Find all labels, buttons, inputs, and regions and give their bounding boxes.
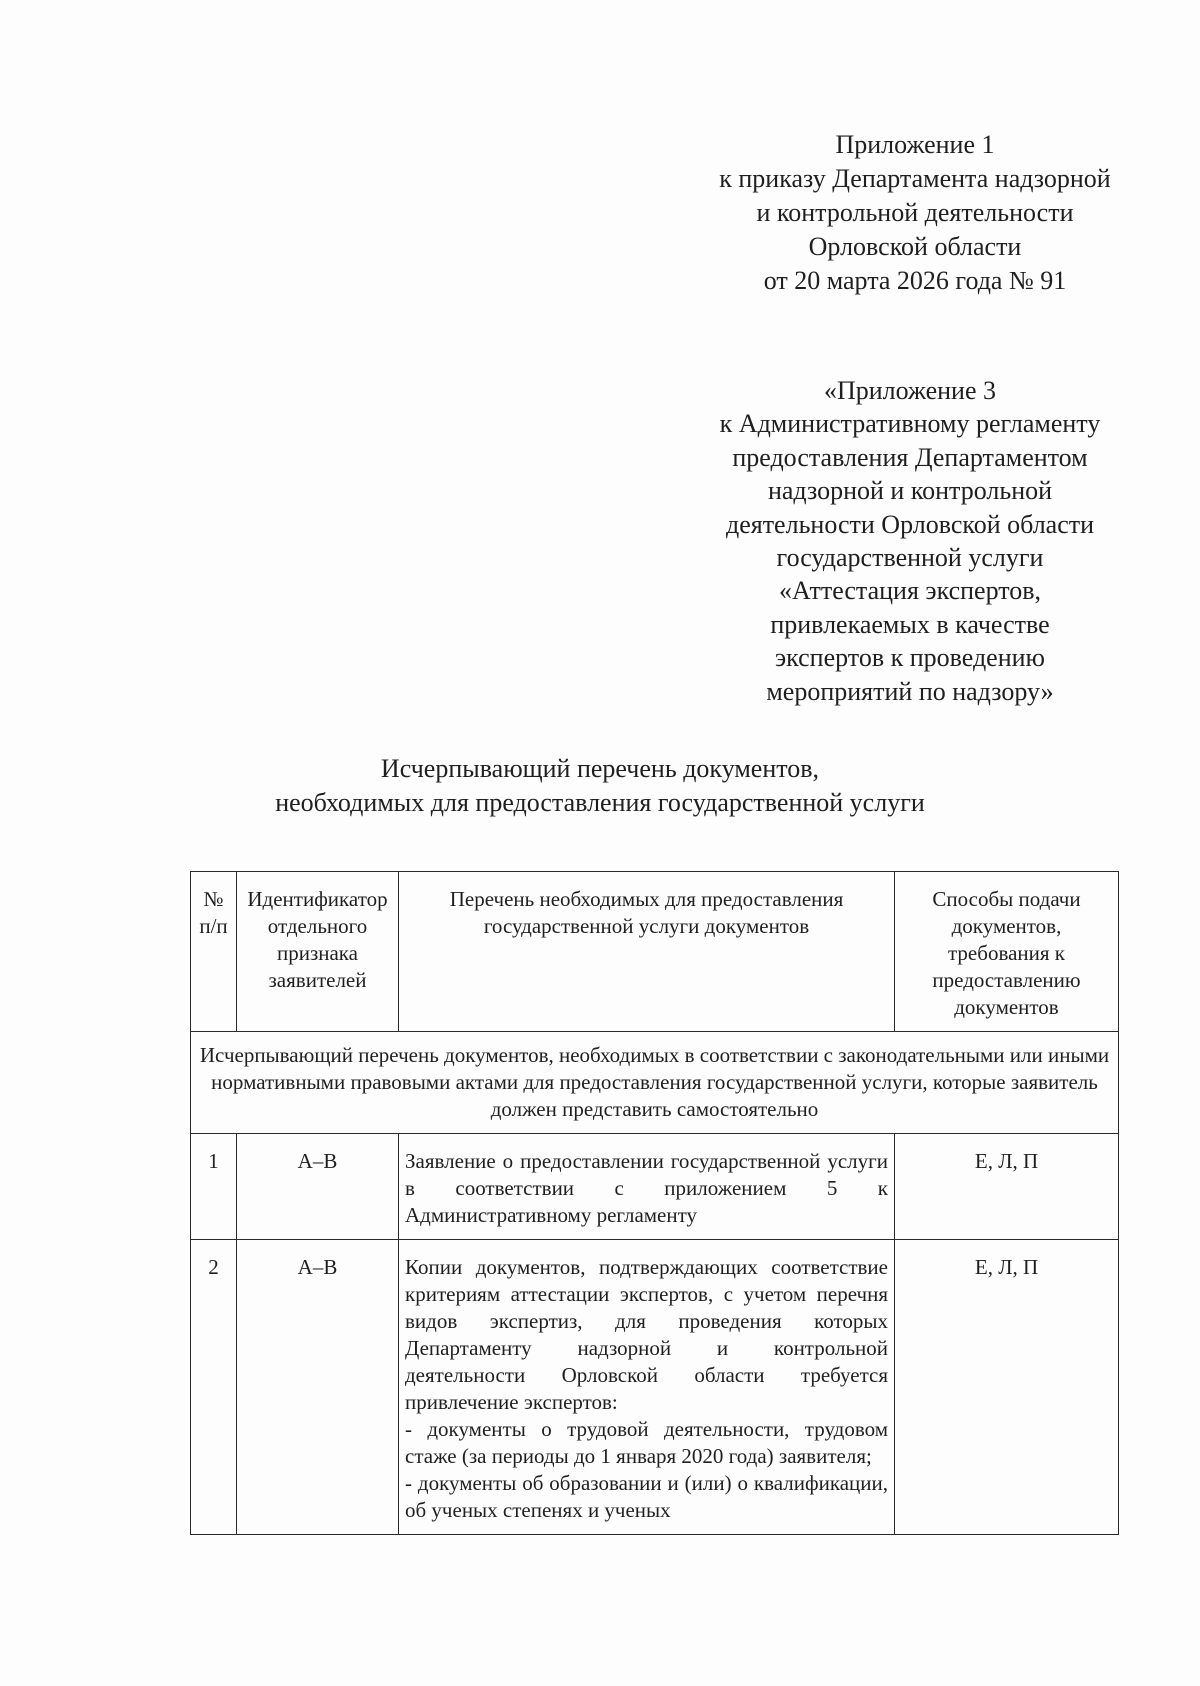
table-row <box>191 1240 1119 1535</box>
section-heading: Исчерпывающий перечень документов, необходимых в соответствии с законодательными или иными нормативными правовыми актами для предоставления государственной услуги, которые заявитель должен представить самостоятельно <box>191 1032 1119 1134</box>
appendix-1-line: Приложение 1 <box>835 130 995 159</box>
appendix-3-line: предоставления Департаментом <box>732 442 1088 472</box>
appendix-1-line: к приказу Департамента надзорной <box>719 164 1111 193</box>
document-title-line-2: необходимых для предоставления государственной услуги <box>275 788 925 817</box>
row-submission-ways: Е, Л, П <box>895 1240 1119 1535</box>
appendix-3-line: привлекаемых в качестве <box>770 609 1050 639</box>
documents-table <box>190 871 1119 1535</box>
appendix-3-line: к Административному регламенту <box>719 409 1101 439</box>
appendix-3-line: мероприятий по надзору» <box>766 676 1054 706</box>
document-title <box>170 752 1030 820</box>
document-title-line-1: Исчерпывающий перечень документов, <box>380 754 820 783</box>
header-number: № п/п <box>191 872 237 1032</box>
header-document-list: Перечень необходимых для предоставления государственной услуги документов <box>399 872 895 1032</box>
table-row <box>191 1134 1119 1240</box>
appendix-1-line: Орловской области <box>808 232 1022 261</box>
row-identifier: А–В <box>237 1134 399 1240</box>
table-header-row <box>191 872 1119 1032</box>
row-number: 1 <box>191 1134 237 1240</box>
row-document-cell <box>399 1240 895 1535</box>
appendix-3-line: деятельности Орловской области <box>725 509 1095 539</box>
appendix-1-line: и контрольной деятельности <box>756 198 1074 227</box>
table-section-row <box>191 1032 1119 1134</box>
row-document-text: Заявление о предоставлении государственной услуги в соответствии с приложением 5 к Административному регламенту <box>399 1134 895 1240</box>
appendix-1-line: от 20 марта 2026 года № 91 <box>763 266 1067 295</box>
header-identifier: Идентификатор отдельного признака заявителей <box>237 872 399 1032</box>
appendix-3-line: «Аттестация экспертов, <box>778 576 1042 606</box>
appendix-3-line: надзорной и контрольной <box>767 476 1053 506</box>
row-document-item: - документы об образовании и (или) о квалификации, об ученых степенях и ученых <box>405 1471 888 1522</box>
appendix-3-header <box>690 374 1130 708</box>
row-submission-ways: Е, Л, П <box>895 1134 1119 1240</box>
appendix-3-line: государственной услуги <box>776 543 1044 573</box>
row-identifier: А–В <box>237 1240 399 1535</box>
header-submission-ways: Способы подачи документов, требования к предоставлению документов <box>895 872 1119 1032</box>
appendix-3-line: экспертов к проведению <box>775 643 1045 673</box>
row-number: 2 <box>191 1240 237 1535</box>
appendix-1-header <box>700 128 1130 298</box>
row-document-text: Копии документов, подтверждающих соответствие критериям аттестации экспертов, с учетом перечня видов экспертиз, для проведения которых Департаменту надзорной и контрольной деятельности Орловской области требуется привлечение экспертов: <box>405 1255 888 1414</box>
appendix-3-line: «Приложение 3 <box>823 376 997 405</box>
row-document-item: - документы о трудовой деятельности, трудовом стаже (за периоды до 1 января 2020 года) заявителя; <box>405 1417 888 1468</box>
